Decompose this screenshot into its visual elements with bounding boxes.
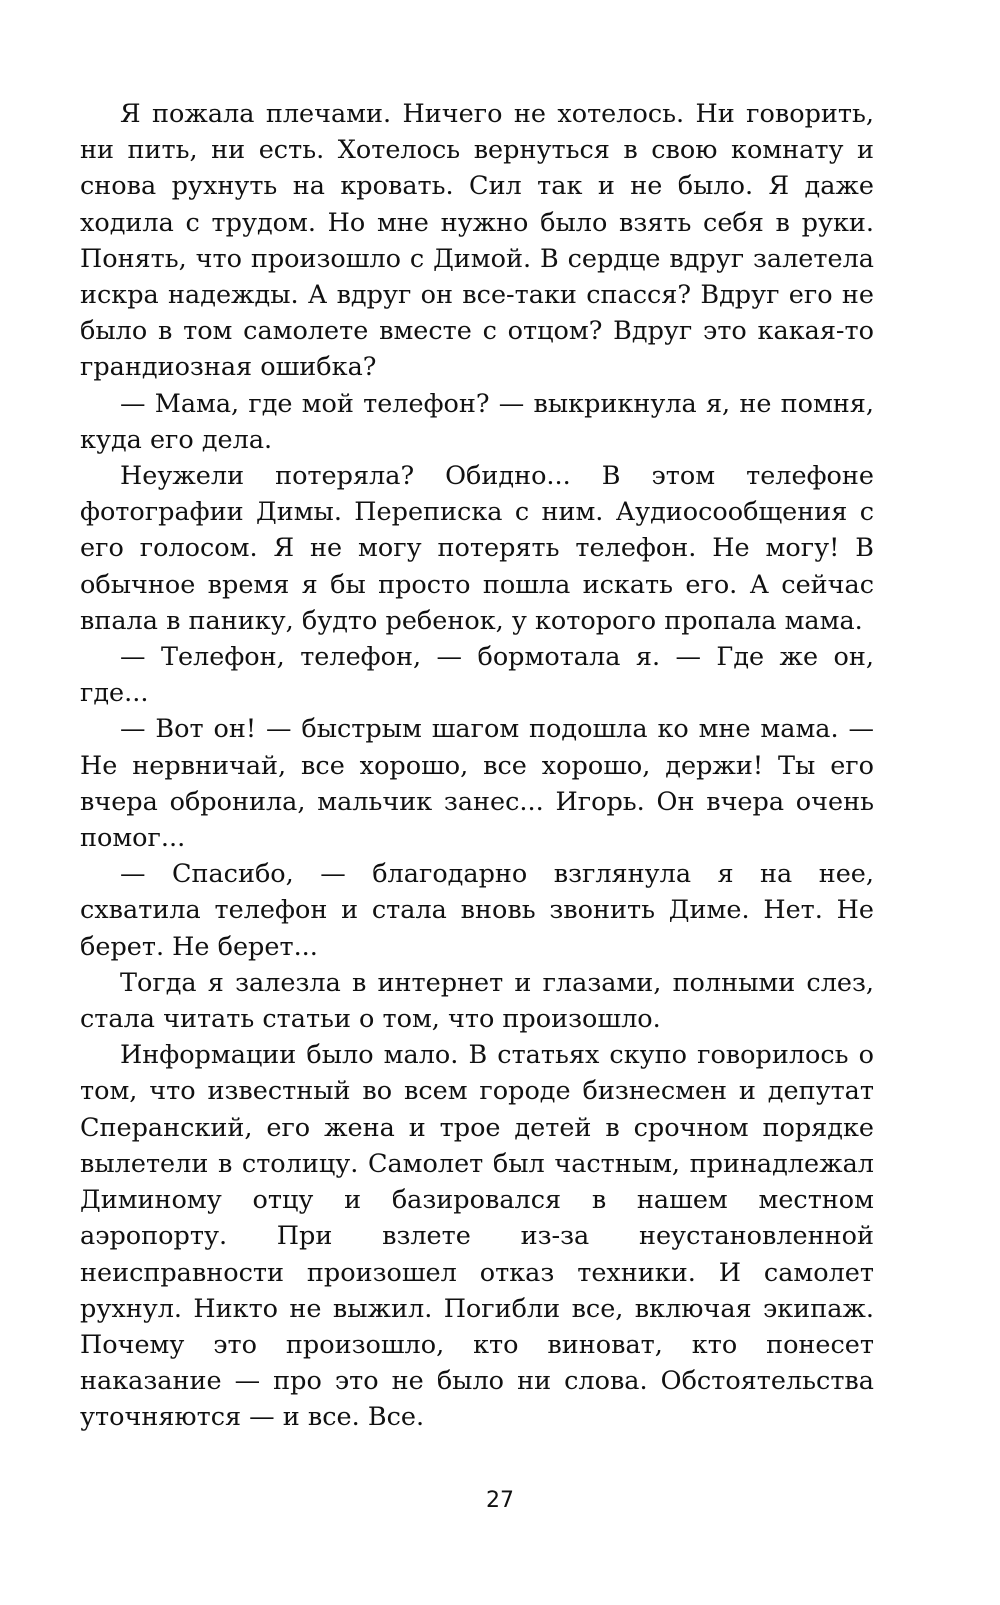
paragraph: Неужели потеряла? Обидно... В этом телефоне фотографии Димы. Переписка с ним. Аудиосообщения с его голосом. Я не могу потерять телефон. Не могу! В обычное время я бы просто пошла искать его. А сейчас впала в панику, будто ребенок, у которого пропала мама. xyxy=(80,461,874,636)
paragraph: — Мама, где мой телефон? — выкрикнула я, не помня, куда его дела. xyxy=(80,388,874,455)
paragraph: — Телефон, телефон, — бормотала я. — Где же он, где... xyxy=(80,642,874,709)
page-number: 27 xyxy=(486,1488,514,1513)
paragraph: Я пожала плечами. Ничего не хотелось. Ни говорить, ни пить, ни есть. Хотелось вернуться в свою комнату и снова рухнуть на кровать. Сил так и не было. Я даже ходила с трудом. Но мне нужно было взять себя в руки. Понять, что произошло с Димой. В сердце вдруг залетела искра надежды. А вдруг он все-таки спасся? Вдруг его не было в том самолете вместе с отцом? Вдруг это какая-то грандиозная ошибка? xyxy=(80,99,874,383)
paragraph: Тогда я залезла в интернет и глазами, полными слез, стала читать статьи о том, что произошло. xyxy=(80,967,874,1035)
body-text xyxy=(80,96,874,1436)
paragraph: — Спасибо, — благодарно взглянула я на нее, схватила телефон и стала вновь звонить Диме. Нет. Не берет. Не берет... xyxy=(80,859,874,962)
paragraph: — Вот он! — быстрым шагом подошла ко мне мама. — Не нервничай, все хорошо, все хорошо, держи! Ты его вчера обронила, мальчик занес... Игорь. Он вчера очень помог... xyxy=(80,714,874,854)
paragraph: Информации было мало. В статьях скупо говорилось о том, что известный во всем городе бизнесмен и депутат Сперанский, его жена и трое детей в срочном порядке вылетели в столицу. Самолет был частным, принадлежал Диминому отцу и базировался в нашем местном аэропорту. При взлете из-за неустановленной неисправности произошел отказ техники. И самолет рухнул. Никто не выжил. Погибли все, включая экипаж. Почему это произошло, кто виноват, кто понесет наказание — про это не было ни слова. Обстоятельства уточняются — и все. Все. xyxy=(80,1040,874,1433)
